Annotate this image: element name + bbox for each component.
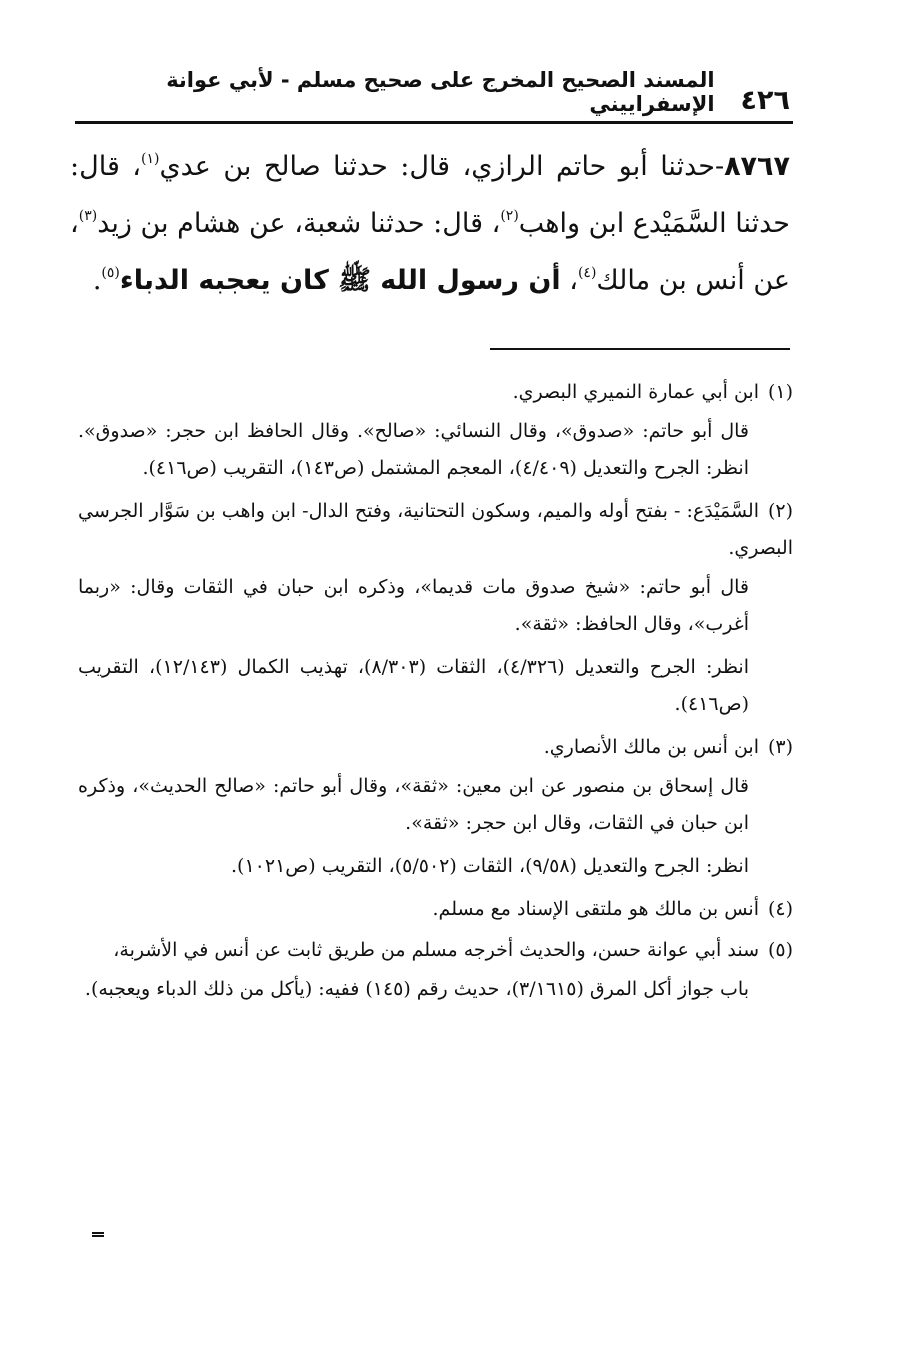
- footnote-number: (٣): [767, 736, 793, 758]
- footnote-1: [78, 374, 793, 487]
- footnote-text: ابن أبي عمارة النميري البصري.: [512, 381, 759, 403]
- footnote-number: (٤): [767, 898, 793, 920]
- footnote-paragraph: قال أبو حاتم: «صدوق»، وقال النسائي: «صالح». وقال الحافظ ابن حجر: «صدوق». انظر: الجرح والتعديل (٤/٤٠٩)، المعجم المشتمل (ص١٤٣)، التقريب (ص٤١٦).: [78, 420, 749, 479]
- footnote-text: أنس بن مالك هو ملتقى الإسناد مع مسلم.: [432, 898, 759, 920]
- footnote-text: السَّمَيْدَع: - بفتح أوله والميم، وسكون التحتانية، وفتح الدال- ابن واهب بن سَوَّار الجرسي البصري.: [78, 500, 793, 559]
- footnote-paragraph: باب جواز أكل المرق (٣/١٦١٥)، حديث رقم (١٤٥) ففيه: (يأكل من ذلك الدباء ويعجبه).: [84, 978, 749, 1000]
- hadith-matn: أن رسول الله ﷺ كان يعجبه الدباء: [119, 265, 561, 296]
- footnote-4: [78, 891, 793, 928]
- footnote-5: [78, 932, 793, 1008]
- header-divider: [75, 121, 793, 124]
- page-number: ٤٢٦: [740, 85, 790, 116]
- footnote-divider: [490, 348, 790, 350]
- hadith-text-part: ،: [560, 265, 578, 296]
- footnote-number: (١): [767, 381, 793, 403]
- hadith-text-part: -حدثنا أبو حاتم الرازي، قال: حدثنا صالح بن عدي: [159, 151, 725, 182]
- footnote-paragraph: قال أبو حاتم: «شيخ صدوق مات قديما»، وذكره ابن حبان في الثقات وقال: «ربما أغرب»، وقال الحافظ: «ثقة».: [78, 576, 749, 635]
- footnote-number: (٥): [767, 939, 793, 961]
- footnote-paragraph: قال إسحاق بن منصور عن ابن معين: «ثقة»، وقال أبو حاتم: «صالح الحديث»، وذكره ابن حبان في الثقات، وقال ابن حجر: «ثقة».: [78, 775, 749, 834]
- footnote-2: [78, 493, 793, 723]
- footnotes: [78, 374, 793, 1014]
- footnote-paragraph: انظر: الجرح والتعديل (٩/٥٨)، الثقات (٥/٥٠٢)، التقريب (ص١٠٢١).: [231, 855, 749, 877]
- footnote-3: [78, 729, 793, 885]
- footnote-number: (٢): [767, 500, 793, 522]
- hadith-text-part: ، قال: حدثنا شعبة، عن هشام بن زيد: [97, 208, 501, 239]
- page-end-mark: [92, 1232, 104, 1237]
- footnote-ref-3: (٣): [78, 208, 98, 224]
- hadith-text-part: ، قال: حدثنا السَّمَيْدع ابن واهب: [70, 151, 790, 239]
- footnote-ref-1: (١): [141, 151, 160, 167]
- hadith-number: ٨٧٦٧: [724, 151, 790, 182]
- footnote-ref-5: (٥): [101, 265, 120, 281]
- footnote-text: سند أبي عوانة حسن، والحديث أخرجه مسلم من طريق ثابت عن أنس في الأشربة،: [113, 939, 759, 961]
- page-header: [98, 68, 790, 116]
- hadith-text: [70, 138, 790, 309]
- hadith-text-part: ، عن أنس بن مالك: [70, 208, 790, 296]
- hadith-text-end: .: [92, 265, 102, 296]
- footnote-ref-4: (٤): [577, 265, 597, 281]
- running-title: المسند الصحيح المخرج على صحيح مسلم - لأبي عوانة الإسفراييني: [166, 68, 715, 116]
- footnote-ref-2: (٢): [500, 208, 519, 224]
- footnote-text: ابن أنس بن مالك الأنصاري.: [543, 736, 759, 758]
- footnote-paragraph: انظر: الجرح والتعديل (٤/٣٢٦)، الثقات (٨/٣٠٣)، تهذيب الكمال (١٢/١٤٣)، التقريب (ص٤١٦).: [78, 656, 749, 715]
